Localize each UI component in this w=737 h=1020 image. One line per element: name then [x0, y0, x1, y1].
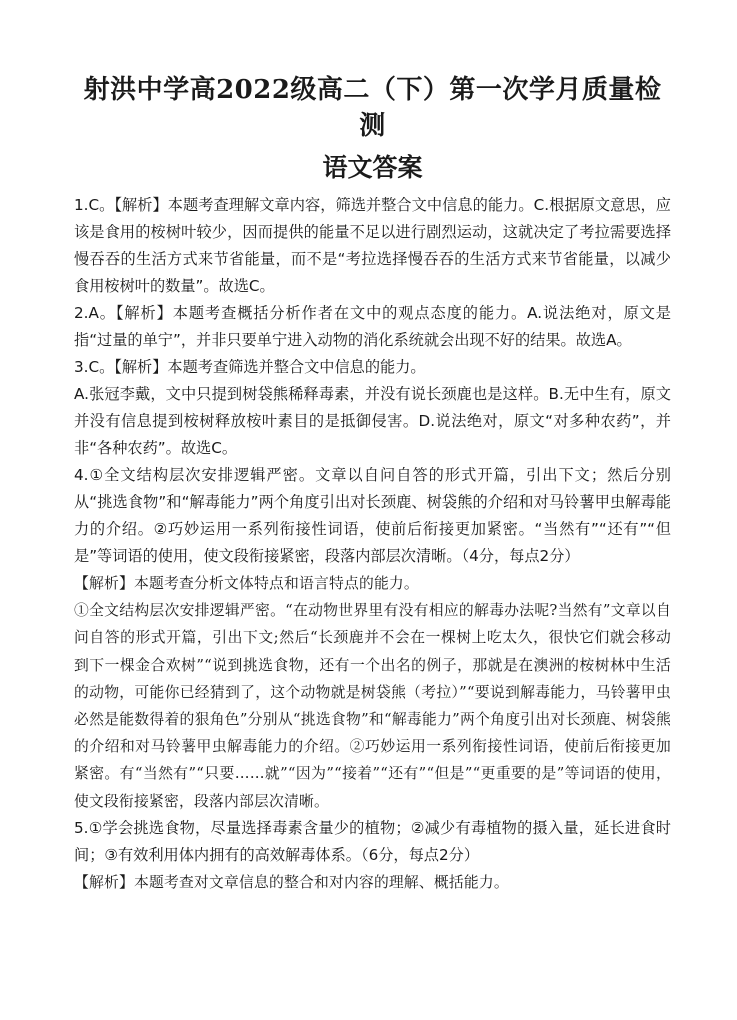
- answer-2-text: 2.A。【解析】本题考查概括分析作者在文中的观点态度的能力。A.说法绝对，原文是指“过量的单宁”，并非只要单宁进入动物的消化系统就会出现不好的结果。故选A。: [74, 304, 671, 349]
- answer-5-analysis: 【解析】本题考查对文章信息的整合和对内容的理解、概括能力。: [74, 873, 509, 891]
- answer-3-detail: A.张冠李戴，文中只提到树袋熊稀释毒素，并没有说长颈鹿也是这样。B.无中生有，原文并没有信息提到桉树释放桉叶素目的是抵御侵害。D.说法绝对，原文“对多种农药”，并非“各种农药”。故选C。: [74, 385, 671, 457]
- answer-4-text: 4.①全文结构层次安排逻辑严密。文章以自问自答的形式开篇，引出下文；然后分别从“挑选食物”和“解毒能力”两个角度引出对长颈鹿、树袋熊的介绍和对马铃薯甲虫解毒能力的介绍。②巧妙运用一系列衔接性词语，使前后衔接更加紧密。“当然有”“还有”“但是”等词语的使用，使文段衔接紧密，段落内部层次清晰。（4分，每点2分）: [74, 466, 671, 565]
- answer-2: [74, 300, 671, 354]
- answer-5: [74, 815, 671, 896]
- answer-4-analysis-heading: 【解析】本题考查分析文体特点和语言特点的能力。: [74, 575, 419, 592]
- page-title: 射洪中学高2022级高二（下）第一次学月质量检测: [83, 75, 662, 141]
- answer-4: [74, 462, 671, 815]
- answer-1: [74, 192, 671, 300]
- answer-1-text: 1.C。【解析】本题考查理解文章内容，筛选并整合文中信息的能力。C.根据原文意思，应该是食用的桉树叶较少，因而提供的能量不足以进行剧烈运动，这就决定了考拉需要选择慢吞吞的生活方式来节省能量，而不是“考拉选择慢吞吞的生活方式来节省能量，以减少食用桉树叶的数量”。故选C。: [74, 196, 671, 295]
- answer-3: [74, 354, 671, 462]
- answer-5-text: 5.①学会挑选食物，尽量选择毒素含量少的植物；②减少有毒植物的摄入量，延长进食时间；③有效利用体内拥有的高效解毒体系。（6分，每点2分）: [74, 818, 671, 864]
- page-subtitle: 语文答案: [322, 153, 423, 182]
- answer-4-analysis-body: ①全文结构层次安排逻辑严密。“在动物世界里有没有相应的解毒办法呢?当然有”文章以自问自答的形式开篇，引出下文;然后“长颈鹿并不会在一棵树上吃太久，很快它们就会移动到下一棵金合欢树”“说到挑选食物，还有一个出名的例子，那就是在澳洲的桉树林中生活的动物，可能你已经猜到了，这个动物就是树袋熊（考拉）”“要说到解毒能力，马铃薯甲虫必然是能数得着的狠角色”分别从“挑选食物”和“解毒能力”两个角度引出对长颈鹿、树袋熊的介绍和对马铃薯甲虫解毒能力的介绍。②巧妙运用一系列衔接性词语，使前后衔接更加紧密。有“当然有”“只要……就”“因为”“接着”“还有”“但是”“更重要的是”等词语的使用，使文段衔接紧密，段落内部层次清晰。: [74, 602, 671, 810]
- answer-3-text: 3.C。【解析】本题考查筛选并整合文中信息的能力。: [74, 358, 426, 376]
